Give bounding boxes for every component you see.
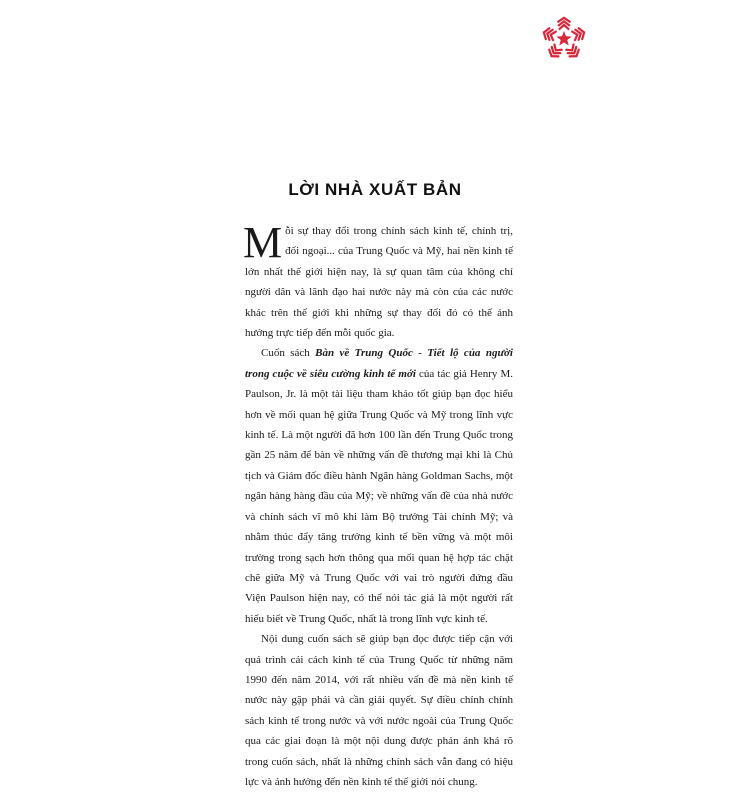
emblem-ray xyxy=(566,44,573,50)
foreword-body xyxy=(243,218,513,792)
emblem-ray xyxy=(551,32,556,41)
paragraph-2-lead: Cuốn sách xyxy=(261,347,316,360)
emblem-ray xyxy=(554,44,561,50)
drop-cap: M xyxy=(243,218,283,267)
page-title: LỜI NHÀ XUẤT BẢN xyxy=(288,180,462,199)
emblem-ray xyxy=(572,32,577,41)
paragraph-3 xyxy=(245,629,513,792)
paragraph-1-text: ỗi sự thay đổi trong chính sách kinh tế, chính trị, đối ngoại... của Trung Quốc và Mỹ, hai nền kinh tế lớn nhất thế giới hiện nay, là sự quan tâm của không chỉ người dân và lãnh đạo hai nước này mà còn của các nước khác trên thế giới khi những sự thay đổi đó có thể ảnh hưởng trực tiếp đến mỗi quốc gia. xyxy=(245,225,513,340)
emblem-ray xyxy=(560,25,569,29)
star-emblem-icon xyxy=(541,16,587,62)
paragraph-1 xyxy=(243,218,513,343)
paragraph-3-text: Nội dung cuốn sách sẽ giúp bạn đọc được tiếp cận với quá trình cải cách kinh tế của Trung Quốc từ những năm 1990 đến năm 2014, với rất nhiều vấn đề mà nền kinh tế nước này gặp phải và cần giải quyết. Sự điều chỉnh chính sách kinh tế trong nước và với nước ngoài của Trung Quốc qua các giai đoạn là một nội dung được phản ánh khá rõ trong cuốn sách, nhất là những chính sách vẫn đang có hiệu lực và ảnh hưởng đến nền kinh tế thế giới nói chung. xyxy=(245,633,513,788)
paragraph-2-rest: của tác giả Henry M. Paulson, Jr. là một tài liệu tham khảo tốt giúp bạn đọc hiểu hơn về mối quan hệ giữa Trung Quốc và Mỹ trong lĩnh vực kinh tế. Là một người đã hơn 100 lần đến Trung Quốc trong gần 25 năm để bàn về những vấn đề thương mại khi là Chủ tịch và Giám đốc điều hành Ngân hàng Goldman Sachs, một ngân hàng hàng đầu của Mỹ; về những vấn đề của nhà nước và chính sách vĩ mô khi làm Bộ trưởng Tài chính Mỹ; và nhằm thúc đẩy tăng trưởng kinh tế bền vững và một môi trường trong sạch hơn thông qua mối quan hệ hợp tác chặt chẽ giữa Mỹ và Trung Quốc với vai trò người đứng đầu Viện Paulson hiện nay, có thể nói tác giả là một người rất hiểu biết về Trung Quốc, nhất là trong lĩnh vực kinh tế. xyxy=(245,367,513,625)
book-title: Bàn về Trung Quốc - Tiết lộ của người trong cuộc về siêu cường kinh tế mới xyxy=(245,347,513,380)
paragraph-2 xyxy=(245,343,513,629)
